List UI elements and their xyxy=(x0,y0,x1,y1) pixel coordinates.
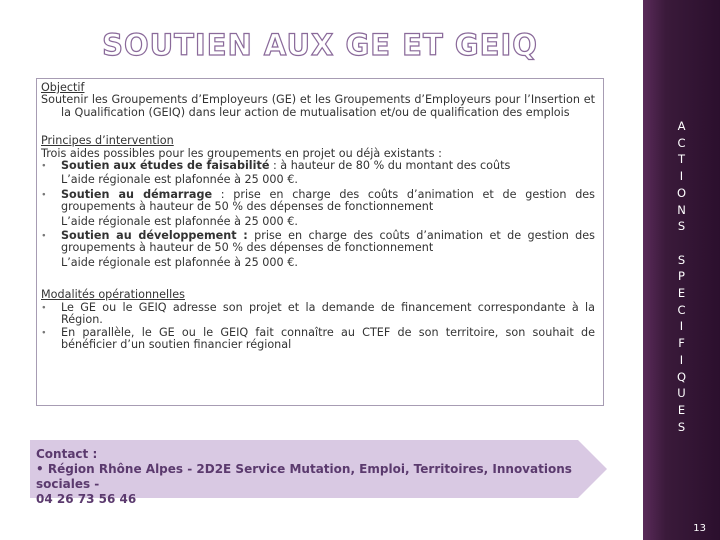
sidebar-letter: O xyxy=(676,185,687,200)
item-bold: Soutien aux études de faisabilité xyxy=(61,159,270,173)
list-item xyxy=(41,160,595,187)
item-text: Le GE ou le GEIQ adresse son projet et la demande de financement correspondante à la Région. xyxy=(61,300,595,327)
sidebar-letter: P xyxy=(678,269,685,284)
sidebar-letter: I xyxy=(679,352,684,367)
list-item xyxy=(41,189,595,228)
item-text: : à hauteur de 80 % du montant des coûts xyxy=(269,159,511,173)
sidebar-letter: T xyxy=(677,152,686,167)
item-note: L’aide régionale est plafonnée à 25 000 €. xyxy=(61,214,298,228)
item-text: prise en charge des coûts d’animation et de gestion des groupements à hauteur de 50 % des dépenses de fonctionnement xyxy=(61,229,595,255)
list-item xyxy=(41,302,595,327)
sidebar-letter: I xyxy=(679,169,684,184)
principes-heading: Principes d’intervention xyxy=(41,134,174,148)
modalites-heading: Modalités opérationnelles xyxy=(41,288,185,302)
sidebar-letter: A xyxy=(677,119,686,133)
objectif-text: Soutenir les Groupements d’Employeurs (GE) et les Groupements d’Employeurs pour l’Insertion et la Qualification (GEIQ) dans leur action de mutualisation et/ou de qualification des emplois xyxy=(41,93,595,119)
content-panel xyxy=(36,78,604,406)
contact-phone: 04 26 73 56 46 xyxy=(36,492,137,506)
contact-label: Contact : xyxy=(36,447,98,461)
sidebar-letter: C xyxy=(677,135,686,150)
principes-intro: Trois aides possibles pour les groupements en projet ou déjà existants : xyxy=(41,146,442,160)
item-text: : prise en charge des coûts d’animation et de gestion des groupements à hauteur de 50 % des dépenses de fonctionnement xyxy=(61,187,596,214)
sidebar-letter: N xyxy=(677,202,686,217)
sidebar-letter xyxy=(643,235,720,252)
bullet-icon: ∙ xyxy=(41,161,47,172)
item-bold: Soutien au démarrage xyxy=(61,187,213,201)
sidebar-vertical-text xyxy=(643,118,720,435)
item-text: En parallèle, le GE ou le GEIQ fait connaître au CTEF de son territoire, son souhait de bénéficier d’un soutien financier régional xyxy=(61,325,595,351)
sidebar-letter: F xyxy=(678,336,685,351)
item-bold: Soutien au développement : xyxy=(61,229,248,243)
objectif-heading: Objectif xyxy=(41,81,85,94)
sidebar-letter: C xyxy=(677,302,686,317)
sidebar-letter: I xyxy=(679,319,684,334)
sidebar-letter: S xyxy=(677,252,686,267)
page-number: 13 xyxy=(693,523,706,534)
sidebar-letter: S xyxy=(677,219,686,234)
sidebar-letter: S xyxy=(677,419,686,434)
sidebar-letter: U xyxy=(677,386,686,401)
bullet-icon: ∙ xyxy=(41,189,47,200)
item-note: L’aide régionale est plafonnée à 25 000 €. xyxy=(61,255,298,269)
bullet-icon: ∙ xyxy=(41,302,47,313)
contact-text xyxy=(36,447,596,507)
page-title: SOUTIEN AUX GE ET GEIQ xyxy=(102,28,538,62)
contact-organization: • Région Rhône Alpes - 2D2E Service Mutation, Emploi, Territoires, Innovations sociales - xyxy=(36,462,572,491)
list-item xyxy=(41,230,595,269)
item-note: L’aide régionale est plafonnée à 25 000 €. xyxy=(61,173,298,187)
bullet-icon: ∙ xyxy=(41,231,47,242)
list-item xyxy=(41,327,595,352)
sidebar-letter: E xyxy=(677,286,686,301)
bullet-icon: ∙ xyxy=(41,327,47,338)
sidebar-letter: Q xyxy=(676,369,687,384)
sidebar-letter: E xyxy=(677,402,686,417)
